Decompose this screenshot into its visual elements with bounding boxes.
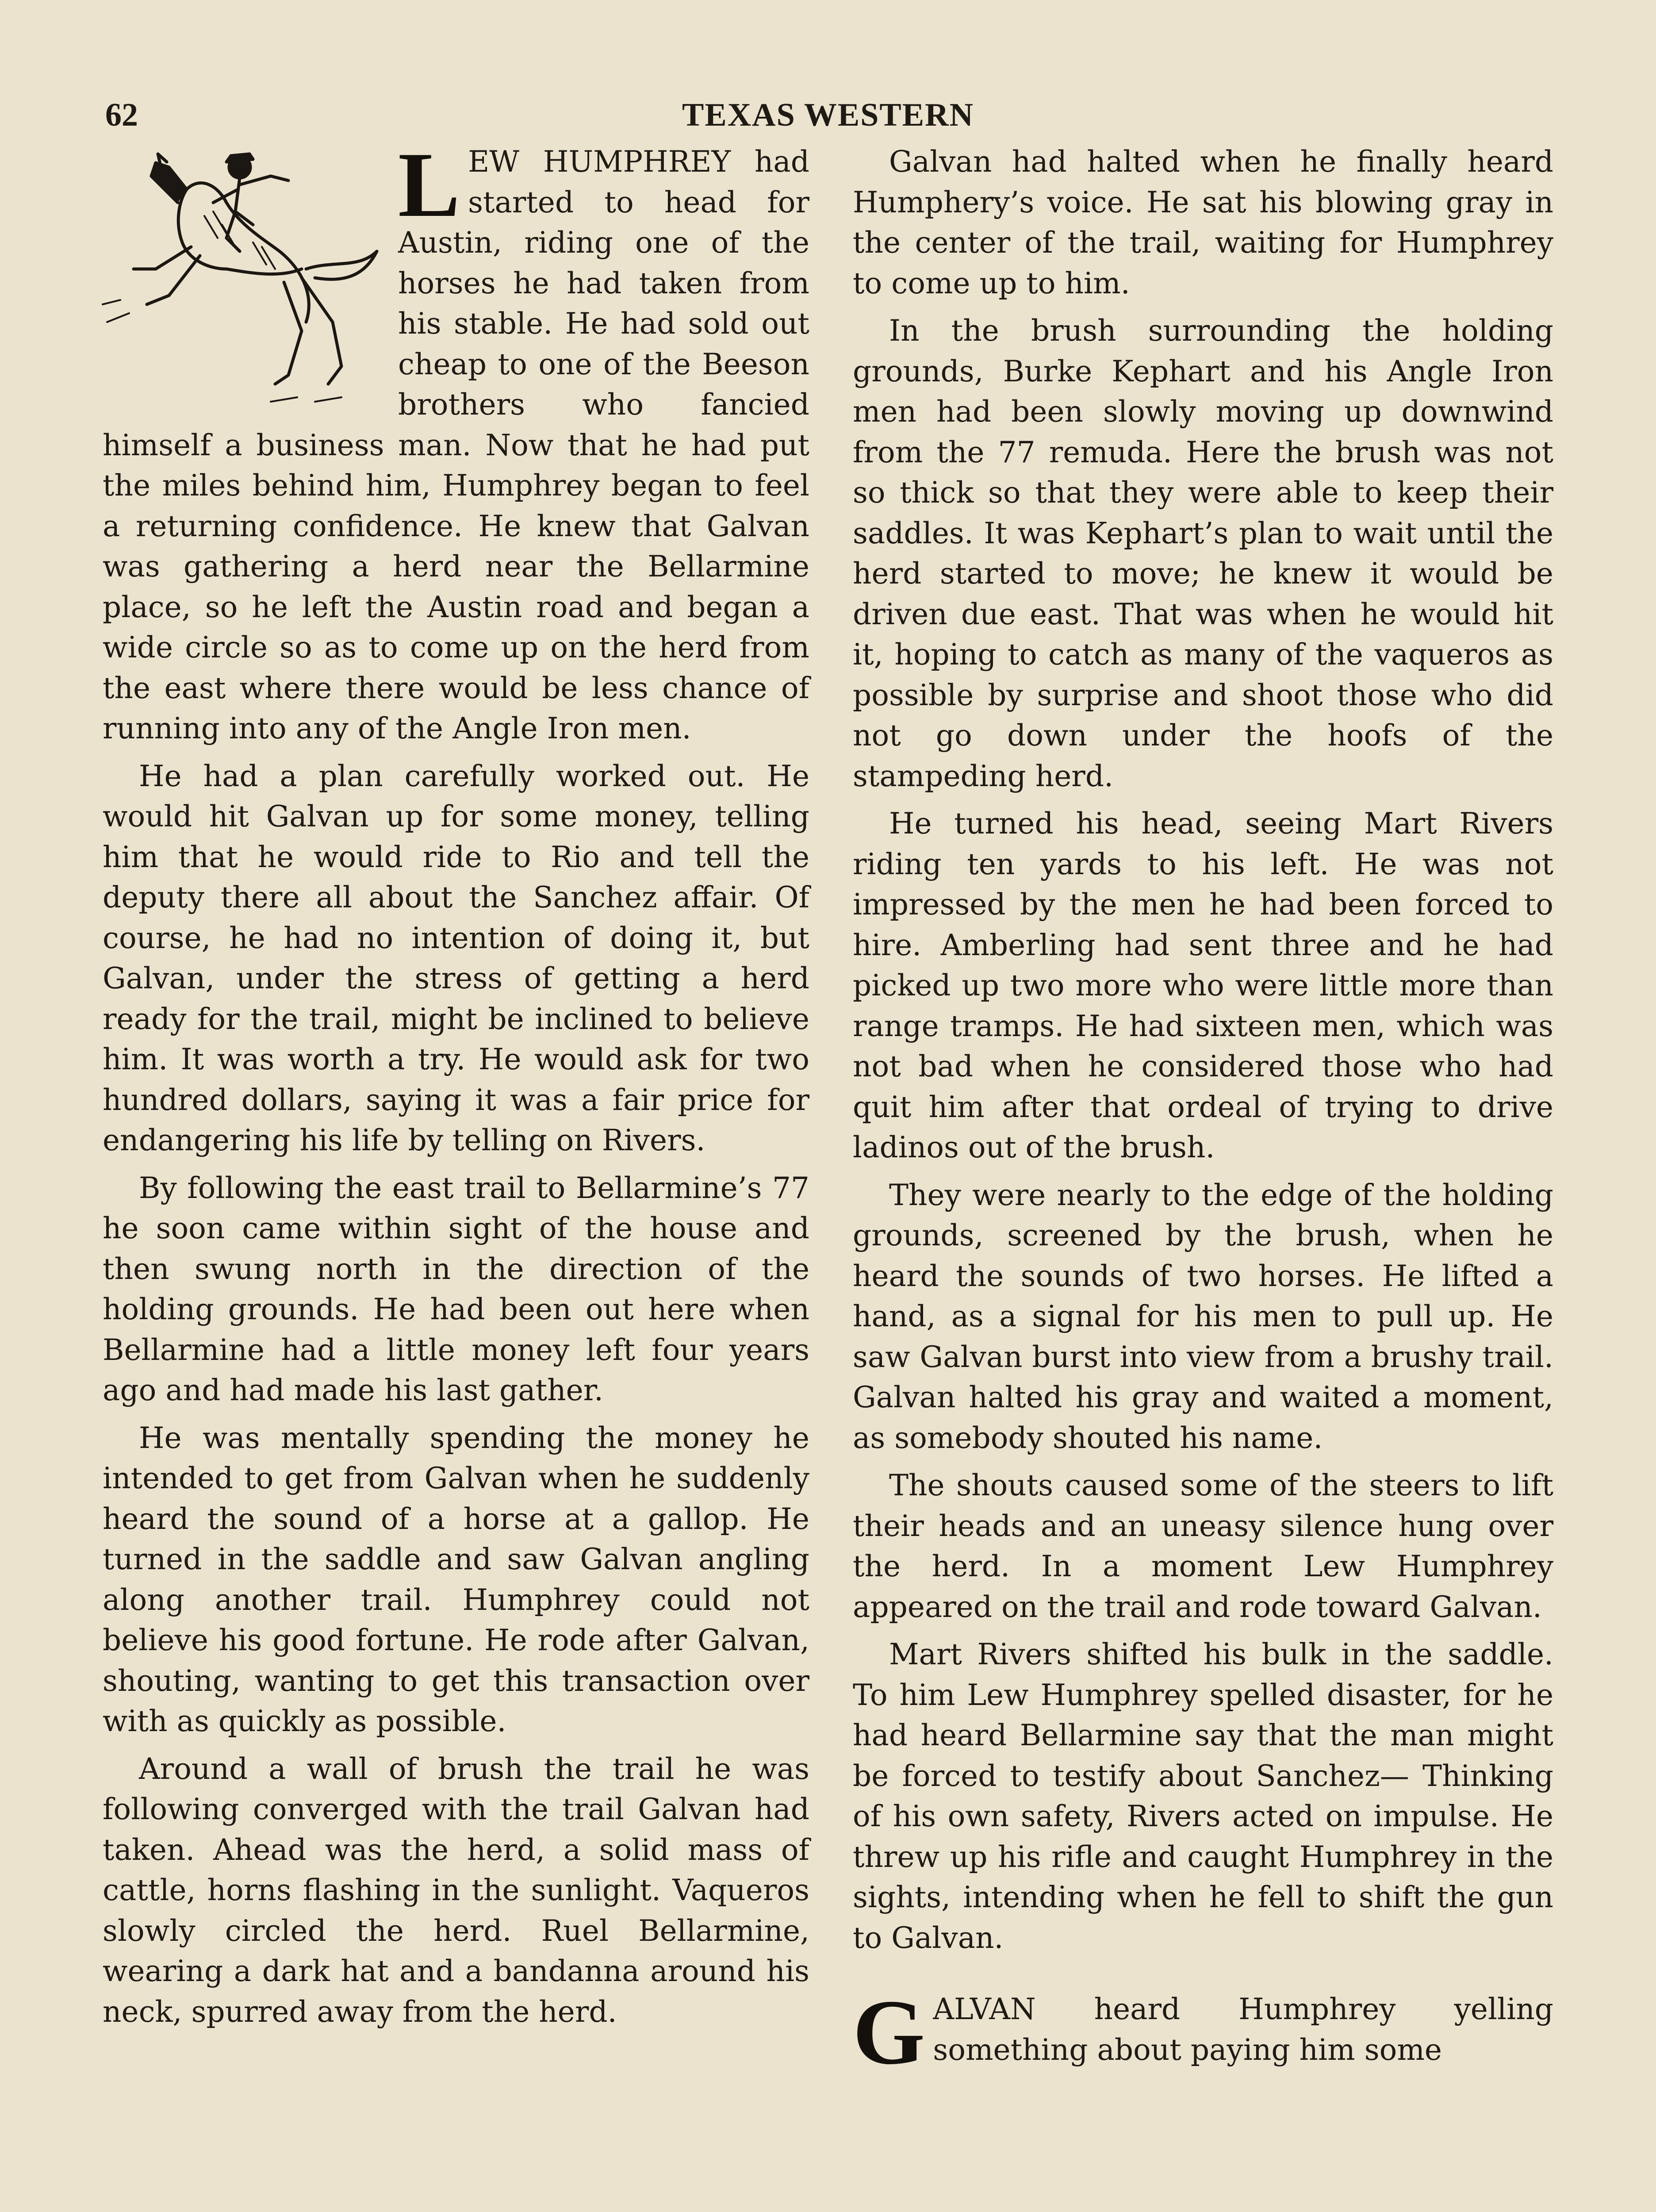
paragraph: Mart Rivers shifted his bulk in the saddle. To him Lew Humphrey spelled disaster, for he had heard Bellarmine say that the man might be forced to testify about Sanchez— Thinking of his own safety, Rivers acted on impulse. He threw up his rifle and caught Humphrey in the sights, intending when he fell to shift the gun to Galvan. <box>853 1637 1553 1955</box>
section-opening-paragraph <box>853 1981 1553 2084</box>
magazine-title: TEXAS WESTERN <box>682 97 974 133</box>
paragraph: In the brush surrounding the holding grounds, Burke Kephart and his Angle Iron men had been slowly moving up downwind from the 77 remuda. Here the brush was not so thick so that they were able to keep their saddles. It was Kephart’s plan to wait until the herd started to move; he knew it would be driven due east. That was when he would hit it, hoping to catch as many of the vaqueros as possible by surprise and shoot those who did not go down under the hoofs of the stampeding herd. <box>853 314 1553 793</box>
paragraph: Galvan had halted when he finally heard Humphery’s voice. He sat his blowing gray in the center of the trail, waiting for Humphrey to come up to him. <box>853 145 1553 300</box>
paragraph: By following the east trail to Bellarmine’s 77 he soon came within sight of the house and then swung north in the direction of the holding grounds. He had been out here when Bellarmine had a little money left four years ago and had made his last gather. <box>103 1171 809 1407</box>
paragraph: He was mentally spending the money he intended to get from Galvan when he suddenly heard the sound of a horse at a gallop. He turned in the saddle and saw Galvan angling along another trail. Humphrey could not believe his good fortune. He rode after Galvan, shouting, wanting to get this transaction over with as quickly as possible. <box>103 1421 809 1738</box>
paragraph: They were nearly to the edge of the holding grounds, screened by the brush, when he heard the sounds of two horses. He lifted a hand, as a signal for his men to pull up. He saw Galvan burst into view from a brushy trail. Galvan halted his gray and waited a moment, as somebody shouted his name. <box>853 1178 1553 1455</box>
opening-text: EW HUMPHREY had started to head for Austin, riding one of the horses he had taken from his stable. He had sold out cheap to one of the Beeson brothers who fancied himself a business man. Now that he had put the miles behind him, Humphrey began to feel a returning confidence. He knew that Galvan was gathering a herd near the Bellarmine place, so he left the Austin road and began a wide circle so as to come up on the herd from the east where there would be less chance of running into any of the Angle Iron men. <box>103 145 809 745</box>
page-number: 62 <box>105 97 138 133</box>
paragraph: He turned his head, seeing Mart Rivers riding ten yards to his left. He was not impressed by the men he had been forced to hire. Amberling had sent three and he had picked up two more who were little more than range tramps. He had sixteen men, which was not bad when he considered those who had quit him after that ordeal of trying to drive ladinos out of the brush. <box>853 806 1553 1164</box>
drop-cap-l: L <box>398 134 460 236</box>
bucking-horse-illustration <box>94 136 386 419</box>
drop-cap-g: G <box>853 1981 925 2084</box>
paragraph: The shouts caused some of the steers to lift their heads and an uneasy silence hung over the herd. In a moment Lew Humphrey appeared on the trail and rode toward Galvan. <box>853 1468 1553 1624</box>
right-column <box>853 142 1553 2084</box>
paragraph: Around a wall of brush the trail he was following converged with the trail Galvan had taken. Ahead was the herd, a solid mass of cattle, horns flashing in the sunlight. Vaqueros slowly circled the herd. Ruel Bellarmine, wearing a dark hat and a bandanna around his neck, spurred away from the herd. <box>103 1751 809 2029</box>
paragraph: He had a plan carefully worked out. He would hit Galvan up for some money, telling him that he would ride to Rio and tell the deputy there all about the Sanchez affair. Of course, he had no intention of doing it, but Galvan, under the stress of getting a herd ready for the trail, might be inclined to believe him. It was worth a try. He would ask for two hundred dollars, saying it was a fair price for endangering his life by telling on Rivers. <box>103 759 809 1157</box>
section-opening-text: ALVAN heard Humphrey yelling something about paying him some <box>933 1992 1553 2067</box>
left-column <box>103 134 809 2039</box>
